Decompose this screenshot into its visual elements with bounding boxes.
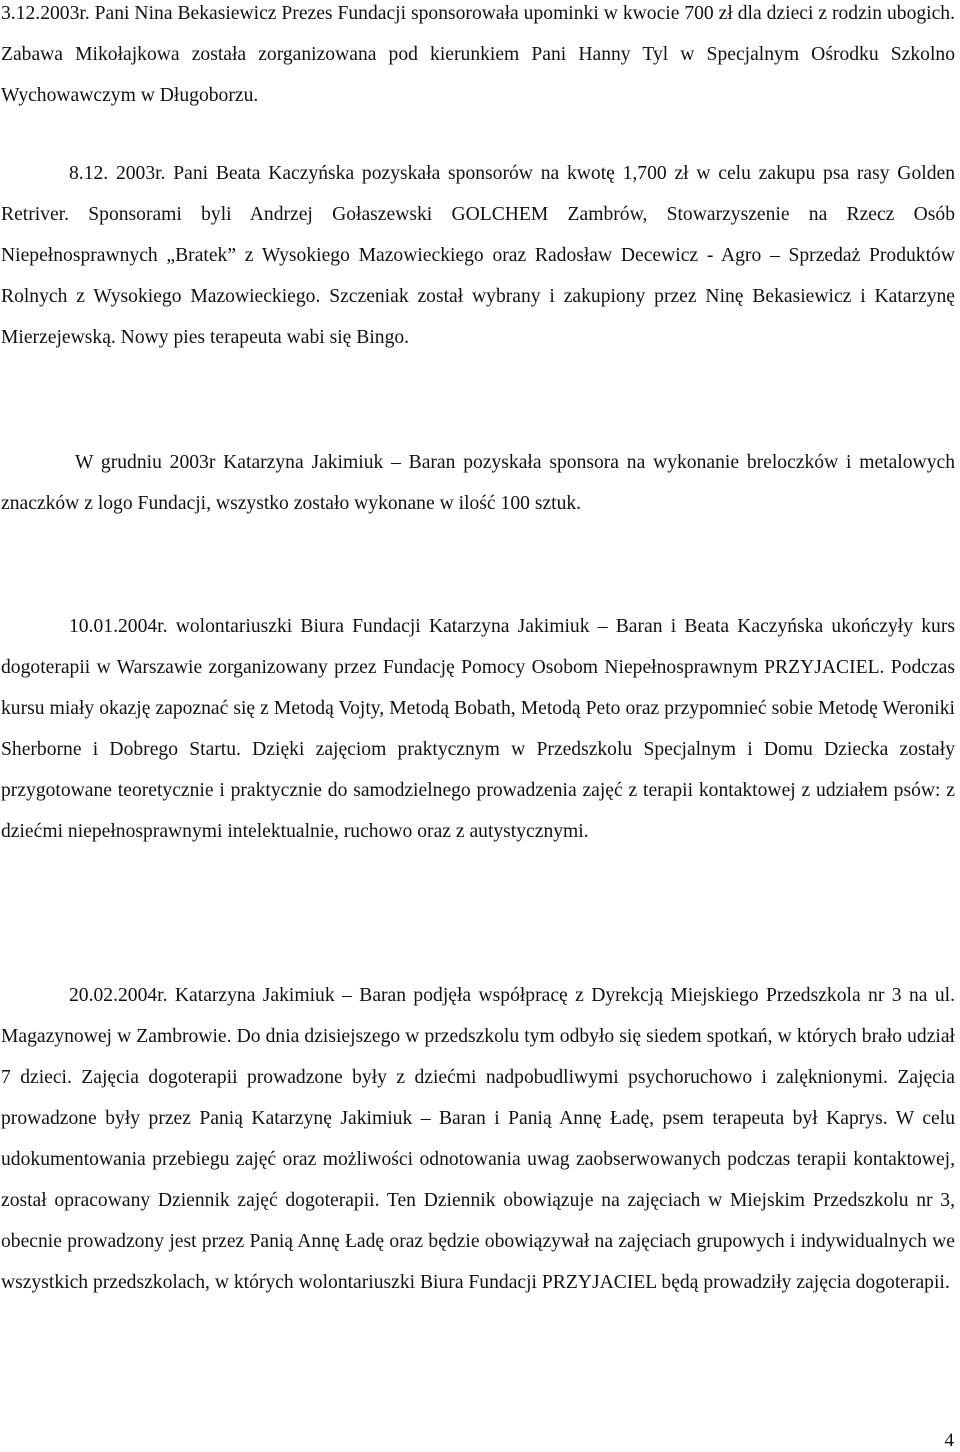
paragraph-5 (1, 975, 955, 1303)
paragraph-3 (1, 442, 955, 524)
paragraph-3-text: W grudniu 2003r Katarzyna Jakimiuk – Baran pozyskała sponsora na wykonanie breloczków i metalowych znaczków z logo Fundacji, wszystko zostało wykonane w ilość 100 sztuk. (1, 452, 955, 514)
paragraph-1 (1, 0, 955, 116)
paragraph-5-text: 20.02.2004r. Katarzyna Jakimiuk – Baran podjęła współpracę z Dyrekcją Miejskiego Przedszkola nr 3 na ul. Magazynowej w Zambrowie. Do dnia dzisiejszego w przedszkolu tym odbyło się siedem spotkań, w których brało udział 7 dzieci. Zajęcia dogoterapii prowadzone były z dziećmi nadpobudliwymi psychoruchowo i zalęknionymi. Zajęcia prowadzone były przez Panią Katarzynę Jakimiuk – Baran i Panią Annę Ładę, psem terapeuta był Kaprys. W celu udokumentowania przebiegu zajęć oraz możliwości odnotowania uwag zaobserwowanych podczas terapii kontaktowej, został opracowany Dziennik zajęć dogoterapii. Ten Dziennik obowiązuje na zajęciach w Miejskim Przedszkolu nr 3, obecnie prowadzony jest przez Panią Annę Ładę oraz będzie obowiązywał na zajęciach grupowych i indywidualnych we wszystkich przedszkolach, w których wolontariuszki Biura Fundacji PRZYJACIEL będą prowadziły zajęcia dogoterapii. (1, 985, 955, 1293)
page-number: 4 (944, 1430, 954, 1451)
paragraph-2 (1, 153, 955, 358)
paragraph-4-text: 10.01.2004r. wolontariuszki Biura Fundacji Katarzyna Jakimiuk – Baran i Beata Kaczyńska ukończyły kurs dogoterapii w Warszawie zorganizowany przez Fundację Pomocy Osobom Niepełnosprawnym PRZYJACIEL. Podczas kursu miały okazję zapoznać się z Metodą Vojty, Metodą Bobath, Metodą Peto oraz przypomnieć sobie Metodę Weroniki Sherborne i Dobrego Startu. Dzięki zajęciom praktycznym w Przedszkolu Specjalnym i Domu Dziecka zostały przygotowane teoretycznie i praktycznie do samodzielnego prowadzenia zajęć z terapii kontaktowej z udziałem psów: z dziećmi niepełnosprawnymi intelektualnie, ruchowo oraz z autystycznymi. (1, 616, 955, 842)
paragraph-1-text: 3.12.2003r. Pani Nina Bekasiewicz Prezes Fundacji sponsorowała upominki w kwocie 700 zł dla dzieci z rodzin ubogich. Zabawa Mikołajkowa została zorganizowana pod kierunkiem Pani Hanny Tyl w Specjalnym Ośrodku Szkolno Wychowawczym w Długoborzu. (1, 3, 955, 106)
paragraph-2-text: 8.12. 2003r. Pani Beata Kaczyńska pozyskała sponsorów na kwotę 1,700 zł w celu zakupu psa rasy Golden Retriver. Sponsorami byli Andrzej Gołaszewski GOLCHEM Zambrów, Stowarzyszenie na Rzecz Osób Niepełnosprawnych „Bratek” z Wysokiego Mazowieckiego oraz Radosław Decewicz - Agro – Sprzedaż Produktów Rolnych z Wysokiego Mazowieckiego. Szczeniak został wybrany i zakupiony przez Ninę Bekasiewicz i Katarzynę Mierzejewską. Nowy pies terapeuta wabi się Bingo. (1, 163, 955, 348)
paragraph-4 (1, 606, 955, 852)
